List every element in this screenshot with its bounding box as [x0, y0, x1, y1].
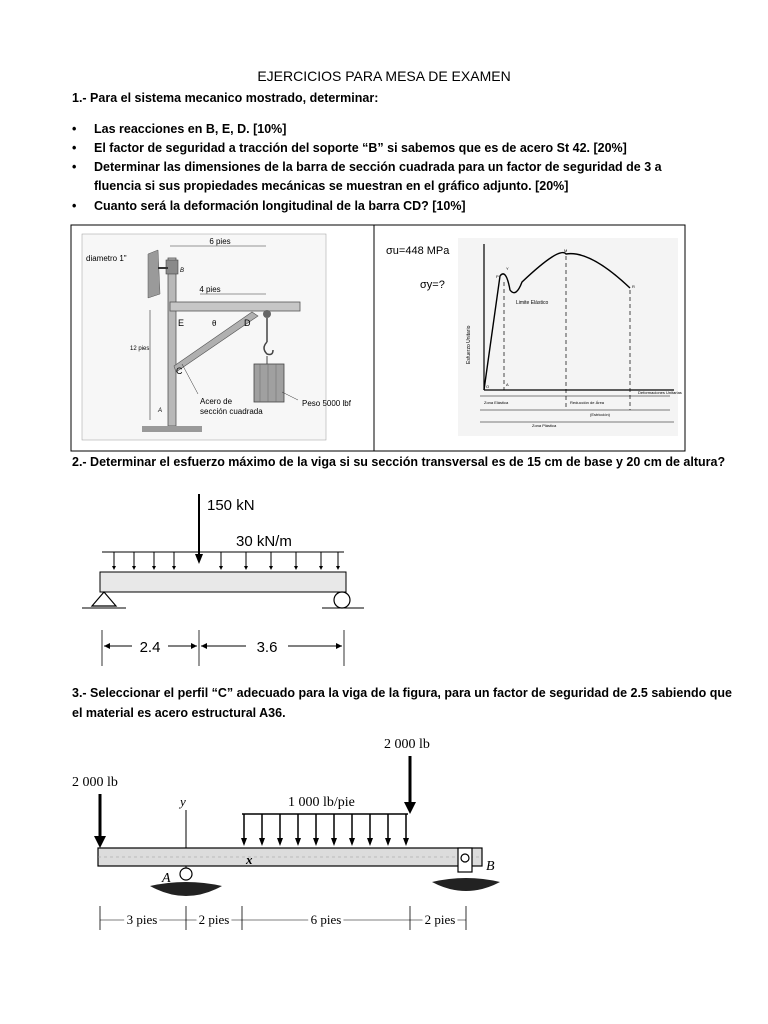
label-seccion: sección cuadrada [200, 407, 263, 416]
support-A [180, 868, 192, 880]
point-Y: Y [506, 266, 509, 271]
question-1-text: 1.- Para el sistema mecanico mostrado, determinar: [72, 91, 379, 105]
point-R: R [632, 284, 635, 289]
weight-block [254, 364, 284, 402]
label-E: E [178, 318, 185, 328]
label-acero: Acero de [200, 397, 233, 406]
horizontal-beam [170, 302, 300, 311]
page-title: EJERCICIOS PARA MESA DE EXAMEN [257, 68, 511, 84]
support-A-label: A [162, 871, 171, 886]
label-zona-plastica: Zona Plástica [532, 423, 557, 428]
support-B-label: B [486, 859, 495, 874]
point-M: M [564, 248, 568, 253]
bullet-icon: • [72, 160, 77, 174]
label-theta: θ [212, 319, 217, 328]
label-diametro: diametro 1" [86, 254, 127, 263]
question-3-text-line2: el material es acero estructural A36. [72, 706, 286, 720]
ground-A [150, 882, 222, 896]
label-C: C [176, 366, 183, 376]
label-B: B [180, 268, 185, 274]
frame-drawing [82, 234, 352, 440]
beam [100, 572, 346, 592]
bullet-icon: • [72, 141, 77, 155]
dimension-6pies: 6 pies [310, 912, 342, 927]
point-load-label: 150 kN [207, 497, 255, 514]
label-su: σu=448 MPa [386, 245, 450, 257]
label-6pies: 6 pies [209, 237, 231, 246]
point-P: P [496, 274, 499, 279]
ground-B [432, 878, 500, 891]
dimension-2pies-a: 2 pies [198, 912, 230, 927]
axis-x-label: x [246, 852, 253, 867]
label-limite: Limite Elástico [516, 300, 549, 306]
distributed-load-label: 30 kN/m [236, 533, 292, 550]
dimension-3-6: 3.6 [256, 639, 278, 656]
vertical-post [168, 258, 176, 426]
label-deformaciones: Deformaciones Unitarias [638, 390, 682, 395]
distributed-load-arrows [241, 814, 409, 846]
label-sy: σy=? [420, 279, 445, 291]
bullet-icon: • [72, 199, 77, 213]
point-O: O [486, 384, 490, 389]
distributed-load-label: 1 000 lb/pie [288, 795, 355, 810]
pin-support [92, 592, 116, 606]
label-estriccion: (Estricción) [590, 412, 611, 417]
support-B [461, 854, 469, 862]
label-A: A [158, 408, 163, 414]
list-item: • Determinar las dimensiones de la barra de sección cuadrada para un factor de seguridad de 3 a fluencia si sus propiedades mecánicas se muestran en el gráfico adjunto. [20%] [72, 160, 662, 193]
distributed-load-arrows [112, 552, 340, 570]
label-zona-elastica: Zona Elástica [484, 400, 509, 405]
label-4pies: 4 pies [199, 285, 221, 294]
wall-support [148, 250, 160, 298]
figure-3 [66, 730, 526, 940]
label-D: D [244, 318, 251, 328]
dimension-2-4: 2.4 [139, 639, 161, 656]
question-2-text: 2.- Determinar el esfuerzo máximo de la viga si su sección transversal es de 15 cm de base y 20 cm de altura? [72, 455, 726, 469]
bullet-icon: • [72, 122, 77, 136]
dimension-2pies-b: 2 pies [424, 912, 456, 927]
load-left-label: 2 000 lb [72, 775, 118, 790]
label-reduccion: Reducción de Área [570, 400, 605, 405]
point-A: A [506, 382, 509, 387]
roller-support [334, 592, 350, 608]
stress-strain-graph [386, 238, 682, 436]
axis-y-label: y [180, 794, 186, 809]
figure-2 [66, 490, 386, 670]
label-esfuerzo: Esfuerzo Unitario [466, 325, 472, 364]
dimension-3pies: 3 pies [126, 912, 158, 927]
figure-1 [70, 224, 686, 452]
question-3-text-line1: 3.- Seleccionar el perfil “C” adecuado para la viga de la figura, para un factor de seguridad de 2.5 sabiendo que [72, 686, 732, 700]
label-12pies: 12 pies [130, 346, 150, 352]
load-right-label: 2 000 lb [384, 737, 430, 752]
label-peso: Peso 5000 lbf [302, 399, 351, 408]
